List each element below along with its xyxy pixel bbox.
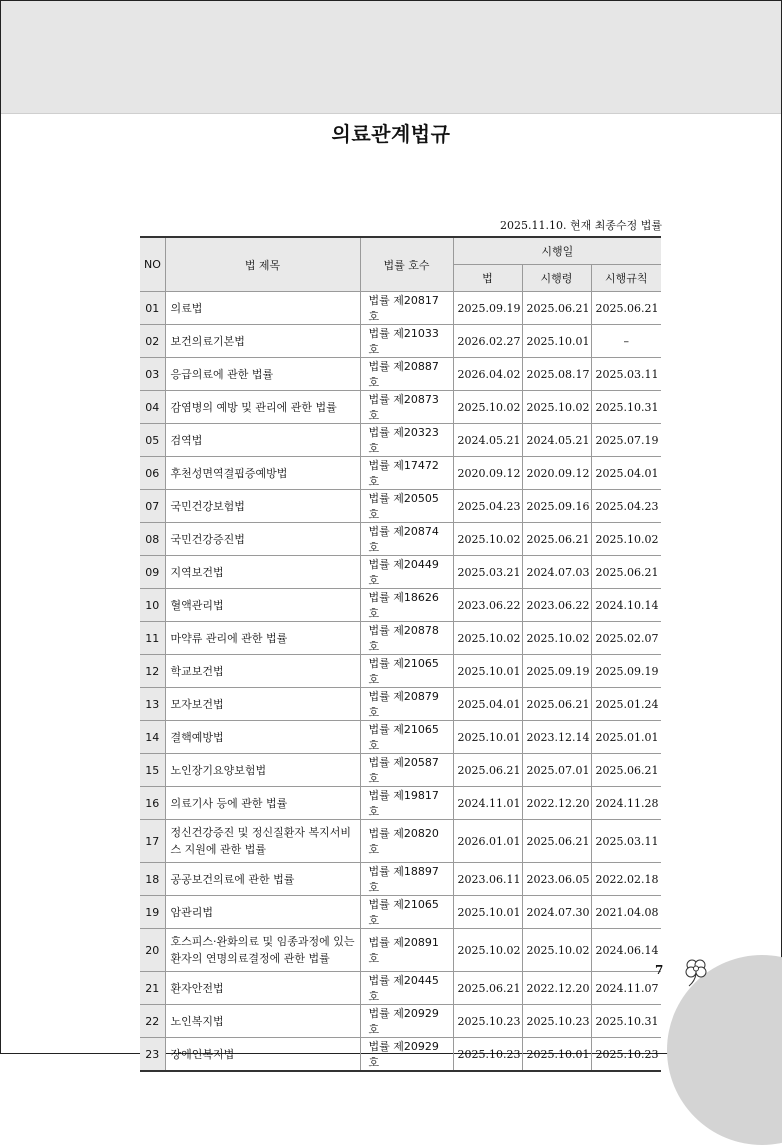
table-row <box>140 688 661 721</box>
row-decree-date: 2024.07.30 <box>522 896 591 929</box>
table-row <box>140 929 661 972</box>
row-decree-date: 2025.06.21 <box>522 292 591 325</box>
row-law-date: 2025.10.01 <box>453 721 522 754</box>
row-no: 04 <box>140 391 165 424</box>
row-rule-date: 2025.10.23 <box>591 1038 661 1072</box>
row-law-date: 2025.10.23 <box>453 1005 522 1038</box>
row-rule-date: 2025.10.31 <box>591 1005 661 1038</box>
row-rule-date: 2025.01.24 <box>591 688 661 721</box>
row-law-number: 법률 제20587호 <box>360 754 453 787</box>
row-decree-date: 2024.05.21 <box>522 424 591 457</box>
row-rule-date: 2025.10.02 <box>591 523 661 556</box>
page-title: 의료관계법규 <box>331 122 451 146</box>
update-note: 2025.11.10. 현재 최종수정 법률 <box>500 219 662 232</box>
row-rule-date: 2025.04.01 <box>591 457 661 490</box>
row-law-number: 법률 제18897호 <box>360 863 453 896</box>
row-title: 정신건강증진 및 정신질환자 복지서비스 지원에 관한 법률 <box>165 820 360 863</box>
row-law-date: 2025.04.23 <box>453 490 522 523</box>
column-header-number: 법률 호수 <box>360 237 453 292</box>
row-no: 14 <box>140 721 165 754</box>
row-no: 09 <box>140 556 165 589</box>
row-law-date: 2025.10.01 <box>453 655 522 688</box>
row-law-date: 2025.04.01 <box>453 688 522 721</box>
row-no: 19 <box>140 896 165 929</box>
table-row <box>140 490 661 523</box>
row-no: 03 <box>140 358 165 391</box>
table-row <box>140 358 661 391</box>
row-law-date: 2023.06.22 <box>453 589 522 622</box>
row-title: 의료기사 등에 관한 법률 <box>165 787 360 820</box>
column-header-effective: 시행일 <box>453 237 661 265</box>
row-decree-date: 2023.06.22 <box>522 589 591 622</box>
row-decree-date: 2025.10.02 <box>522 391 591 424</box>
row-law-number: 법률 제20820호 <box>360 820 453 863</box>
row-no: 06 <box>140 457 165 490</box>
row-law-number: 법률 제20874호 <box>360 523 453 556</box>
row-no: 15 <box>140 754 165 787</box>
row-law-number: 법률 제20891호 <box>360 929 453 972</box>
row-title: 후천성면역결핍증예방법 <box>165 457 360 490</box>
row-law-number: 법률 제19817호 <box>360 787 453 820</box>
row-rule-date: 2025.06.21 <box>591 292 661 325</box>
row-law-number: 법률 제20873호 <box>360 391 453 424</box>
row-decree-date: 2025.06.21 <box>522 523 591 556</box>
row-title: 혈액관리법 <box>165 589 360 622</box>
row-no: 10 <box>140 589 165 622</box>
row-law-date: 2025.03.21 <box>453 556 522 589</box>
row-law-number: 법률 제20449호 <box>360 556 453 589</box>
column-header-decree: 시행령 <box>522 265 591 292</box>
row-law-date: 2026.02.27 <box>453 325 522 358</box>
row-no: 01 <box>140 292 165 325</box>
row-title: 의료법 <box>165 292 360 325</box>
row-decree-date: 2023.12.14 <box>522 721 591 754</box>
row-rule-date: – <box>591 325 661 358</box>
row-rule-date: 2024.11.28 <box>591 787 661 820</box>
row-title: 공공보건의료에 관한 법률 <box>165 863 360 896</box>
row-decree-date: 2025.10.01 <box>522 1038 591 1072</box>
row-law-date: 2025.10.02 <box>453 929 522 972</box>
row-rule-date: 2025.03.11 <box>591 820 661 863</box>
row-law-date: 2024.11.01 <box>453 787 522 820</box>
row-law-date: 2024.05.21 <box>453 424 522 457</box>
row-law-date: 2025.10.02 <box>453 391 522 424</box>
row-title: 환자안전법 <box>165 972 360 1005</box>
row-title: 지역보건법 <box>165 556 360 589</box>
row-law-number: 법률 제21033호 <box>360 325 453 358</box>
row-title: 마약류 관리에 관한 법률 <box>165 622 360 655</box>
row-decree-date: 2025.06.21 <box>522 820 591 863</box>
row-law-date: 2025.10.02 <box>453 523 522 556</box>
table-row <box>140 391 661 424</box>
row-title: 보건의료기본법 <box>165 325 360 358</box>
row-no: 13 <box>140 688 165 721</box>
column-header-law: 법 <box>453 265 522 292</box>
row-title: 노인장기요양보험법 <box>165 754 360 787</box>
row-no: 16 <box>140 787 165 820</box>
row-rule-date: 2025.02.07 <box>591 622 661 655</box>
row-rule-date: 2022.02.18 <box>591 863 661 896</box>
row-rule-date: 2025.01.01 <box>591 721 661 754</box>
row-law-number: 법률 제20929호 <box>360 1038 453 1072</box>
row-law-number: 법률 제20887호 <box>360 358 453 391</box>
row-rule-date: 2025.10.31 <box>591 391 661 424</box>
row-law-date: 2025.10.01 <box>453 896 522 929</box>
row-law-date: 2025.10.23 <box>453 1038 522 1072</box>
row-title: 검역법 <box>165 424 360 457</box>
row-law-date: 2023.06.11 <box>453 863 522 896</box>
table-row <box>140 721 661 754</box>
row-rule-date: 2025.07.19 <box>591 424 661 457</box>
row-law-number: 법률 제17472호 <box>360 457 453 490</box>
row-no: 02 <box>140 325 165 358</box>
row-title: 호스피스·완화의료 및 임종과정에 있는 환자의 연명의료결정에 관한 법률 <box>165 929 360 972</box>
row-decree-date: 2023.06.05 <box>522 863 591 896</box>
row-law-number: 법률 제21065호 <box>360 655 453 688</box>
table-row <box>140 1038 661 1072</box>
row-decree-date: 2025.10.02 <box>522 622 591 655</box>
row-law-date: 2026.04.02 <box>453 358 522 391</box>
row-law-number: 법률 제20817호 <box>360 292 453 325</box>
row-title: 국민건강증진법 <box>165 523 360 556</box>
row-law-date: 2025.09.19 <box>453 292 522 325</box>
row-decree-date: 2025.06.21 <box>522 688 591 721</box>
header-band <box>1 1 781 114</box>
table-row <box>140 622 661 655</box>
row-title: 국민건강보험법 <box>165 490 360 523</box>
row-title: 학교보건법 <box>165 655 360 688</box>
row-rule-date: 2024.10.14 <box>591 589 661 622</box>
table-row <box>140 325 661 358</box>
row-rule-date: 2025.03.11 <box>591 358 661 391</box>
row-rule-date: 2021.04.08 <box>591 896 661 929</box>
row-title: 암관리법 <box>165 896 360 929</box>
row-no: 05 <box>140 424 165 457</box>
table-row <box>140 863 661 896</box>
row-decree-date: 2022.12.20 <box>522 787 591 820</box>
table-row <box>140 424 661 457</box>
table-row <box>140 754 661 787</box>
row-title: 응급의료에 관한 법률 <box>165 358 360 391</box>
row-law-number: 법률 제20445호 <box>360 972 453 1005</box>
row-rule-date: 2025.09.19 <box>591 655 661 688</box>
row-decree-date: 2025.10.02 <box>522 929 591 972</box>
row-law-number: 법률 제20929호 <box>360 1005 453 1038</box>
row-no: 20 <box>140 929 165 972</box>
row-decree-date: 2025.09.19 <box>522 655 591 688</box>
row-decree-date: 2022.12.20 <box>522 972 591 1005</box>
table-body <box>140 292 664 1072</box>
row-law-number: 법률 제21065호 <box>360 721 453 754</box>
table-row <box>140 820 661 863</box>
row-rule-date: 2025.06.21 <box>591 556 661 589</box>
row-law-date: 2025.06.21 <box>453 754 522 787</box>
row-decree-date: 2025.10.01 <box>522 325 591 358</box>
table-row <box>140 972 661 1005</box>
row-decree-date: 2025.10.23 <box>522 1005 591 1038</box>
law-table <box>140 236 664 1072</box>
column-header-rule: 시행규칙 <box>591 265 661 292</box>
row-no: 18 <box>140 863 165 896</box>
row-rule-date: 2024.06.14 <box>591 929 661 972</box>
row-no: 17 <box>140 820 165 863</box>
table-row <box>140 896 661 929</box>
row-no: 21 <box>140 972 165 1005</box>
row-no: 12 <box>140 655 165 688</box>
row-title: 장애인복지법 <box>165 1038 360 1072</box>
table-row <box>140 589 661 622</box>
row-title: 감염병의 예방 및 관리에 관한 법률 <box>165 391 360 424</box>
row-law-number: 법률 제20505호 <box>360 490 453 523</box>
row-law-number: 법률 제20878호 <box>360 622 453 655</box>
table-row <box>140 1005 661 1038</box>
row-no: 07 <box>140 490 165 523</box>
row-decree-date: 2025.08.17 <box>522 358 591 391</box>
column-header-title: 법 제목 <box>165 237 360 292</box>
row-law-date: 2025.10.02 <box>453 622 522 655</box>
clover-icon <box>683 957 709 987</box>
row-no: 08 <box>140 523 165 556</box>
row-no: 11 <box>140 622 165 655</box>
row-no: 22 <box>140 1005 165 1038</box>
row-rule-date: 2024.11.07 <box>591 972 661 1005</box>
row-no: 23 <box>140 1038 165 1072</box>
row-rule-date: 2025.06.21 <box>591 754 661 787</box>
row-rule-date: 2025.04.23 <box>591 490 661 523</box>
table-row <box>140 292 661 325</box>
row-decree-date: 2024.07.03 <box>522 556 591 589</box>
table-row <box>140 787 661 820</box>
row-law-number: 법률 제20323호 <box>360 424 453 457</box>
row-law-date: 2020.09.12 <box>453 457 522 490</box>
table-row <box>140 457 661 490</box>
table-row <box>140 556 661 589</box>
row-title: 결핵예방법 <box>165 721 360 754</box>
row-law-number: 법률 제18626호 <box>360 589 453 622</box>
row-law-number: 법률 제21065호 <box>360 896 453 929</box>
row-law-date: 2025.06.21 <box>453 972 522 1005</box>
table-row <box>140 523 661 556</box>
row-law-date: 2026.01.01 <box>453 820 522 863</box>
table-row <box>140 655 661 688</box>
row-title: 모자보건법 <box>165 688 360 721</box>
row-decree-date: 2025.09.16 <box>522 490 591 523</box>
row-decree-date: 2025.07.01 <box>522 754 591 787</box>
column-header-no: NO <box>140 237 165 292</box>
row-title: 노인복지법 <box>165 1005 360 1038</box>
page-number: 7 <box>655 963 664 977</box>
row-decree-date: 2020.09.12 <box>522 457 591 490</box>
row-law-number: 법률 제20879호 <box>360 688 453 721</box>
